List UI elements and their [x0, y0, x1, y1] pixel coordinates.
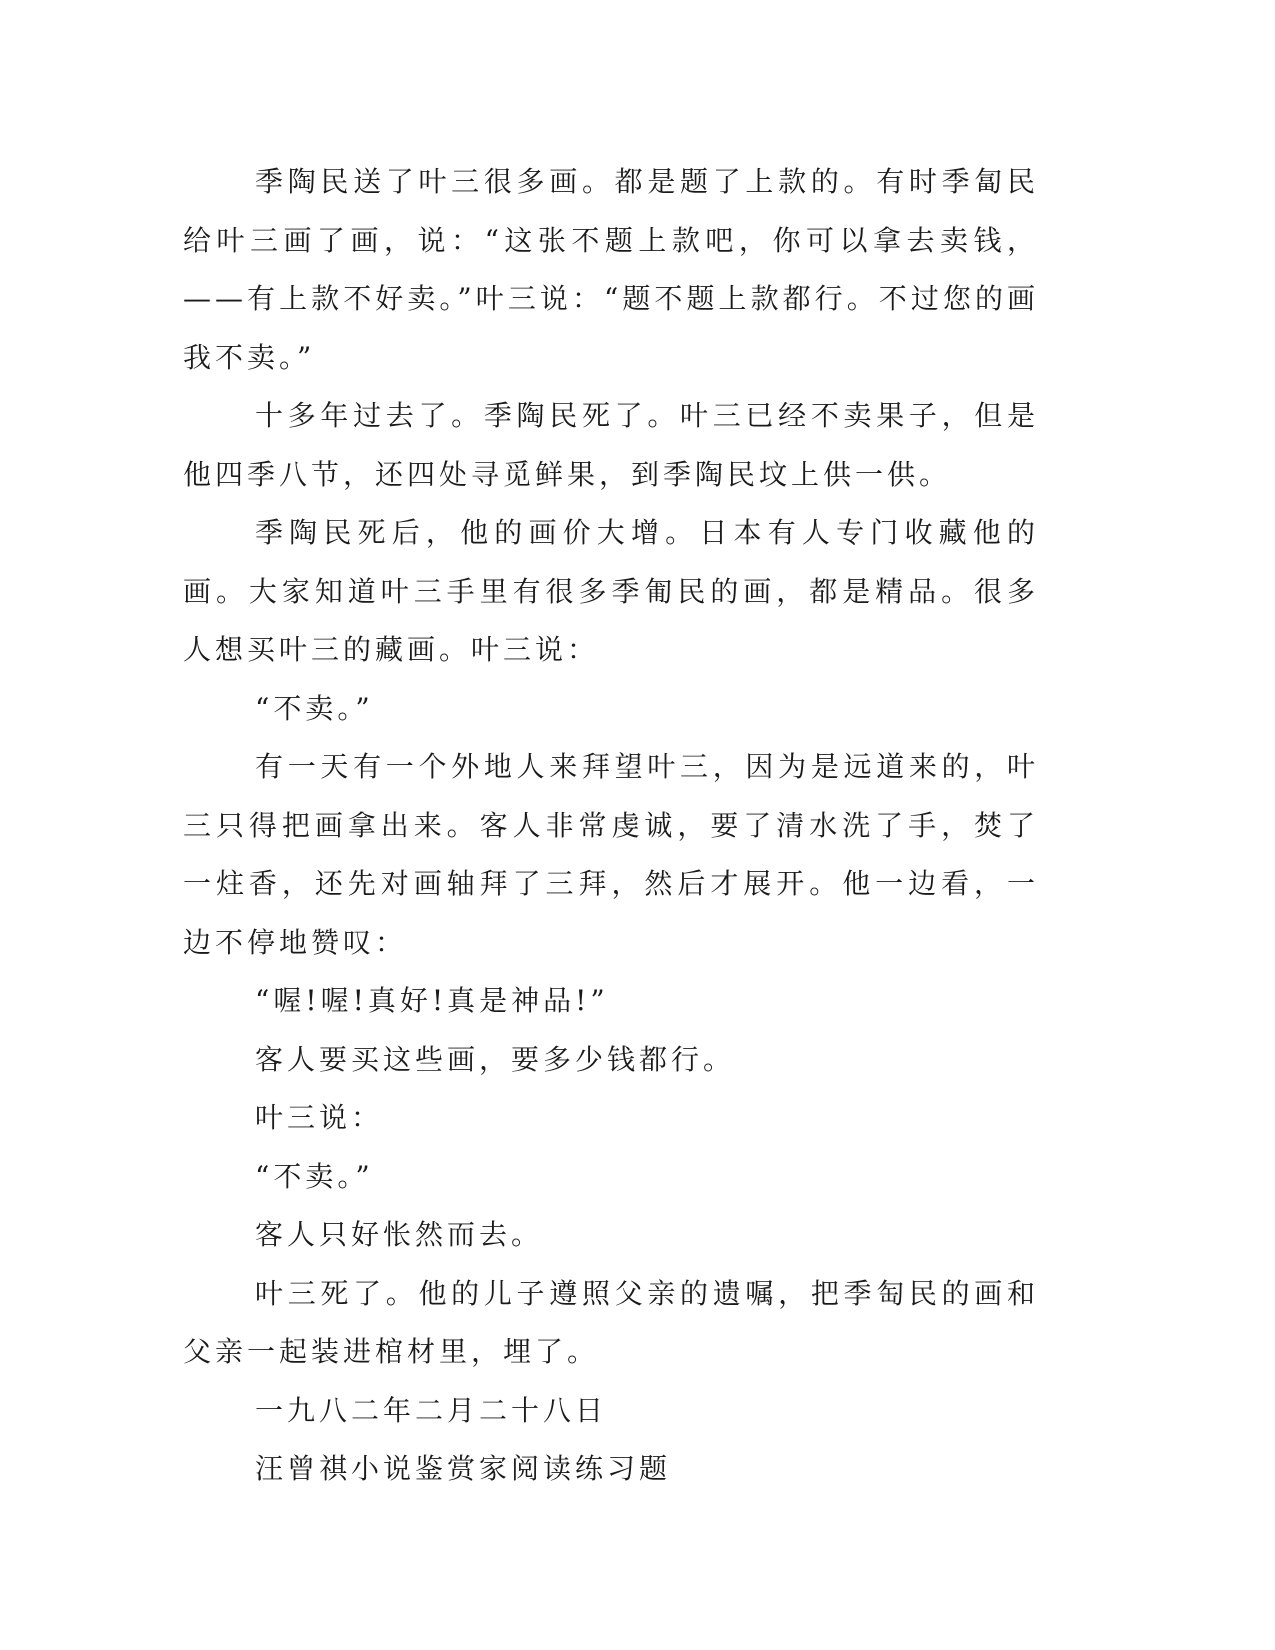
paragraph-8: 叶三说： [255, 1101, 384, 1134]
quote-shen-pin: “喔!喔!真好!真是神品!” [255, 984, 609, 1017]
quote-bu-mai-2: “不卖。” [255, 1159, 374, 1193]
section-heading: 汪曾祺小说鉴赏家阅读练习题 [255, 1452, 672, 1485]
paragraph-1: 季陶民送了叶三很多画。都是题了上款的。有时季匐民给叶三画了画，说：“这张不题上款吧，你可以拿去卖钱，——有上款不好卖。”叶三说：“题不题上款都行。不过您的画我不卖。” [183, 165, 1039, 374]
paragraph-11: 叶三死了。他的儿子遵照父亲的遗嘱，把季匋民的画和父亲一起装进棺材里，埋了。 [183, 1276, 1039, 1368]
document-page [183, 153, 1039, 1499]
paragraph-2: 十多年过去了。季陶民死了。叶三已经不卖果子，但是他四季八节，还四处寻觅鲜果，到季陶民坟上供一供。 [183, 399, 1039, 491]
paragraph-10: 客人只好怅然而去。 [255, 1218, 544, 1251]
paragraph-5: 有一天有一个外地人来拜望叶三，因为是远道来的，叶三只得把画拿出来。客人非常虔诚，要了清水洗了手，焚了一炷香，还先对画轴拜了三拜，然后才展开。他一边看，一边不停地赞叹： [183, 750, 1039, 959]
paragraph-3: 季陶民死后，他的画价大增。日本有人专门收藏他的画。大家知道叶三手里有很多季匍民的画，都是精品。很多人想买叶三的藏画。叶三说： [183, 516, 1039, 666]
quote-bu-mai-1: “不卖。” [255, 691, 374, 725]
paragraph-7: 客人要买这些画，要多少钱都行。 [255, 1042, 736, 1076]
date-line: 一九八二年二月二十八日 [255, 1393, 608, 1427]
